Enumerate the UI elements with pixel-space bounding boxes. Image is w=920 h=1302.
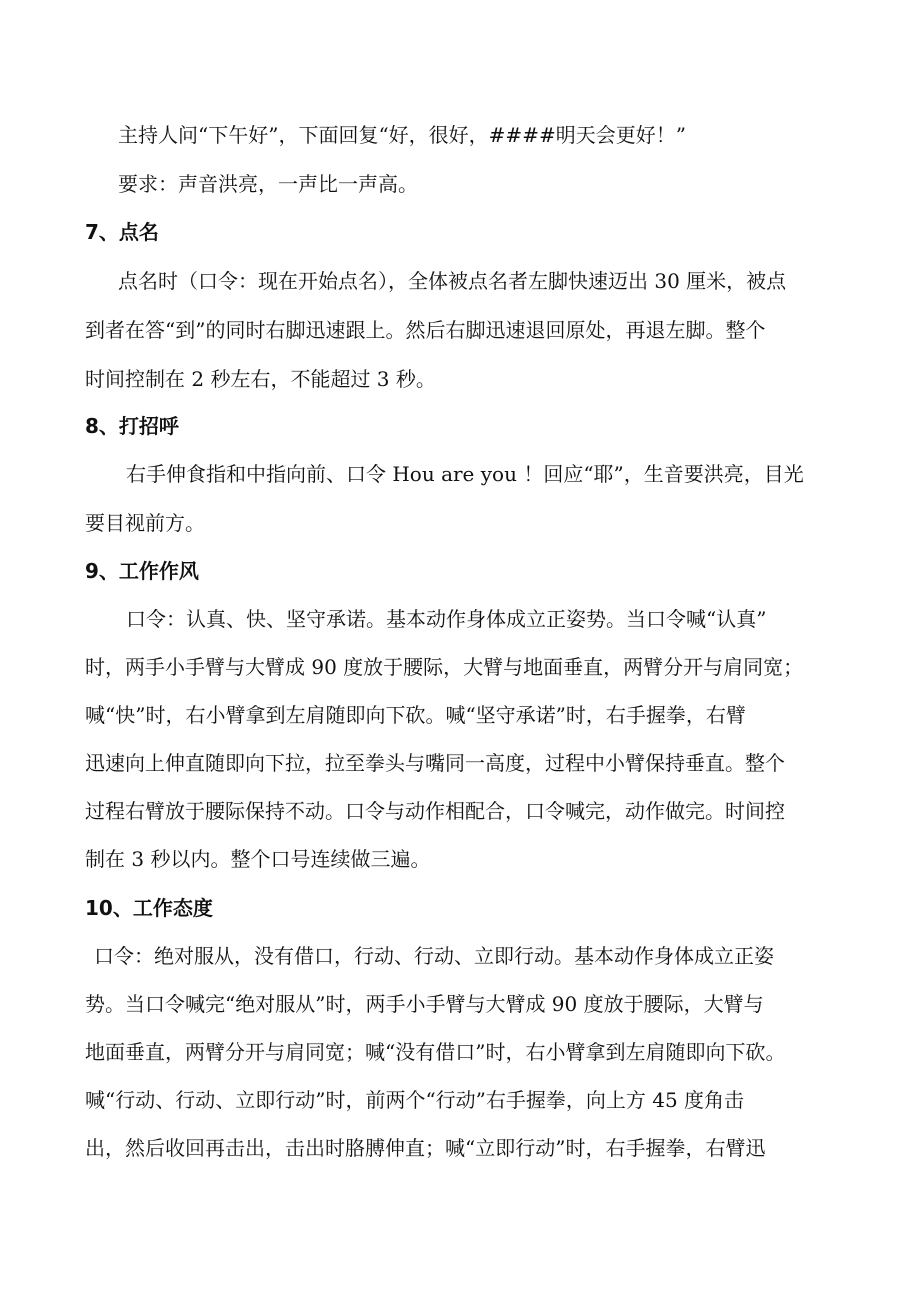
paragraph-line: 出，然后收回再击出，击出时胳膊伸直；喊“立即行动”时，右手握拳，右臂迅 [85, 1136, 766, 1160]
paragraph-line: 要目视前方。 [85, 511, 205, 535]
section-heading-7: 7、点名 [85, 220, 159, 244]
paragraph-line: 制在 3 秒以内。整个口号连续做三遍。 [85, 847, 431, 871]
section-heading-9: 9、工作作风 [85, 559, 199, 583]
paragraph-line: 迅速向上伸直随即向下拉，拉至拳头与嘴同一高度，过程中小臂保持垂直。整个 [85, 751, 785, 775]
section-heading-8: 8、打招呼 [85, 414, 179, 438]
paragraph-line: 过程右臂放于腰际保持不动。口令与动作相配合，口令喊完，动作做完。时间控 [85, 799, 785, 823]
section-heading-10: 10、工作态度 [85, 896, 213, 920]
paragraph-line: 喊“快”时，右小臂拿到左肩随即向下砍。喊“坚守承诺”时，右手握拳，右臂 [85, 703, 746, 727]
paragraph-line: 时间控制在 2 秒左右，不能超过 3 秒。 [85, 367, 436, 391]
paragraph-line: 点名时（口令：现在开始点名），全体被点名者左脚快速迈出 30 厘米，被点 [118, 269, 787, 293]
paragraph-line: 到者在答“到”的同时右脚迅速跟上。然后右脚迅速退回原处，再退左脚。整个 [85, 318, 766, 342]
paragraph-line: 时，两手小手臂与大臂成 90 度放于腰际，大臂与地面垂直，两臂分开与肩同宽； [85, 655, 804, 679]
paragraph-line: 势。当口令喊完“绝对服从”时，两手小手臂与大臂成 90 度放于腰际，大臂与 [85, 992, 764, 1016]
paragraph-line: 口令：绝对服从，没有借口，行动、行动、立即行动。基本动作身体成立正姿 [94, 944, 774, 968]
paragraph-line: 地面垂直，两臂分开与肩同宽；喊“没有借口”时，右小臂拿到左肩随即向下砍。 [85, 1040, 786, 1064]
intro-line-2: 要求：声音洪亮，一声比一声高。 [118, 172, 418, 196]
intro-line-1: 主持人问“下午好”，下面回复“好，很好，####明天会更好！” [118, 123, 686, 147]
paragraph-line: 喊“行动、行动、立即行动”时，前两个“行动”右手握拳，向上方 45 度角击 [85, 1088, 745, 1112]
paragraph-line: 口令：认真、快、坚守承诺。基本动作身体成立正姿势。当口令喊“认真” [126, 607, 767, 631]
paragraph-line: 右手伸食指和中指向前、口令 Hou are you ！回应“耶”，生音要洪亮，目光 [126, 462, 804, 486]
